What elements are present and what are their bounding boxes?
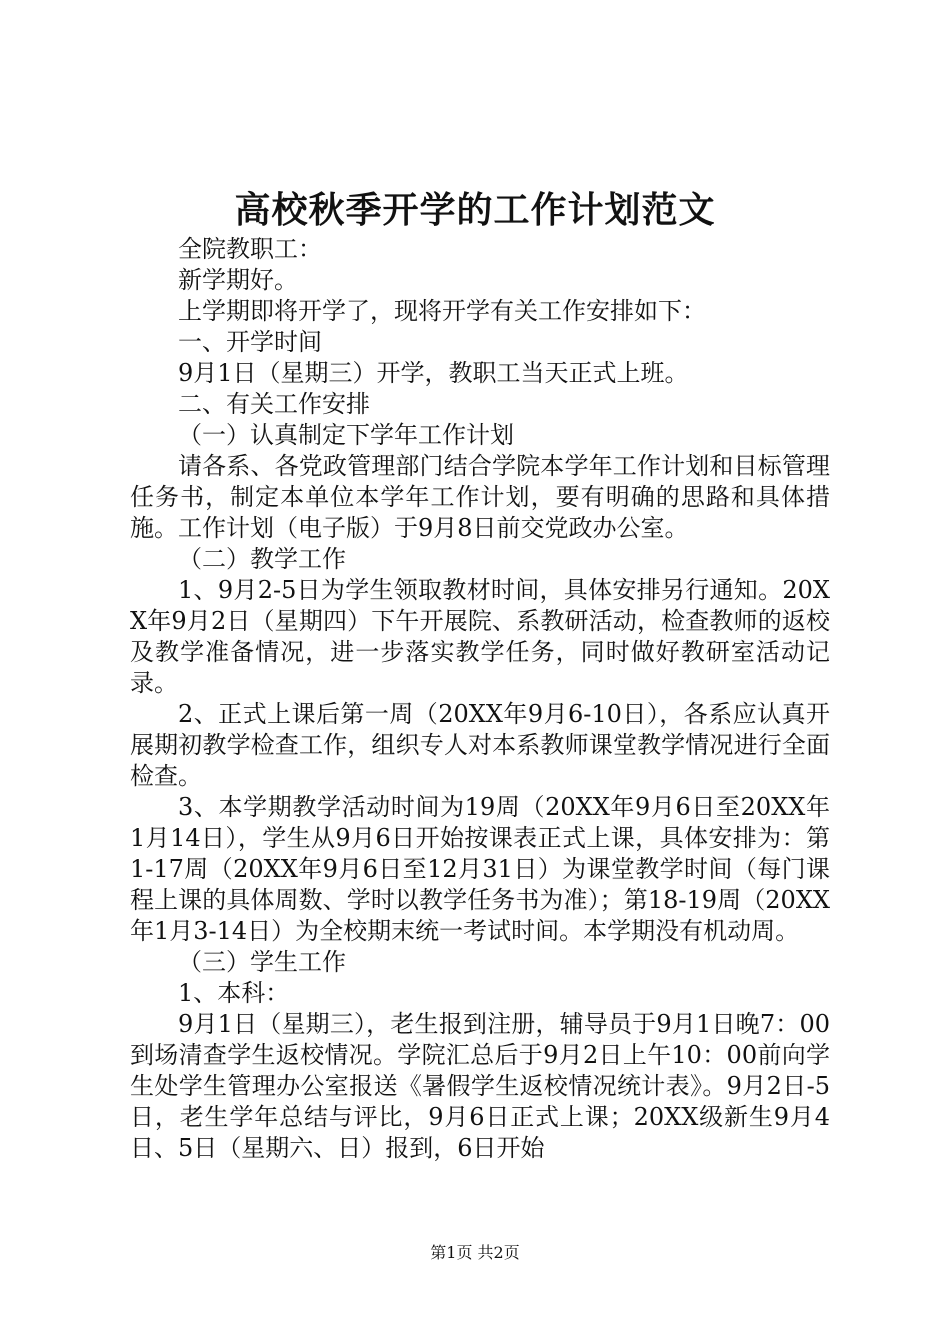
paragraph: 全院教职工：	[178, 235, 322, 263]
paragraph: 3、本学期教学活动时间为19周（20XX年9月6日至20XX年1月14日），学生从9月6日开始按课表正式上课，具体安排为：第1-17周（20XX年9月6日至12月31日）为课堂教学时间（每门课程上课的具体周数、学时以教学任务书为准）；第18-19周（20XX年1月3-14日）为全校期末统一考试时间。本学期没有机动周。	[130, 793, 830, 945]
paragraph: 9月1日（星期三），老生报到注册，辅导员于9月1日晚7：00到场清查学生返校情况。学院汇总后于9月2日上午10：00前向学生处学生管理办公室报送《暑假学生返校情况统计表》。9月2日-5日，老生学年总结与评比，9月6日正式上课；20XX级新生9月4日、5日（星期六、日）报到，6日开始	[130, 1010, 830, 1162]
document-title: 高校秋季开学的工作计划范文	[234, 189, 716, 231]
paragraph: 二、有关工作安排	[178, 390, 370, 418]
paragraph: 一、开学时间	[178, 328, 322, 356]
page-number-footer: 第1页 共2页	[430, 1243, 520, 1262]
paragraph: 1、本科：	[178, 979, 290, 1007]
document-body	[130, 210, 830, 1164]
paragraph: 上学期即将开学了，现将开学有关工作安排如下：	[178, 297, 706, 325]
paragraph: 9月1日（星期三）开学，教职工当天正式上班。	[178, 359, 689, 387]
paragraph: 1、9月2-5日为学生领取教材时间，具体安排另行通知。20XX年9月2日（星期四）下午开展院、系教研活动，检查教师的返校及教学准备情况，进一步落实教学任务，同时做好教研室活动记录。	[130, 576, 830, 697]
paragraph: （三）学生工作	[178, 948, 346, 976]
paragraph: 新学期好。	[178, 266, 298, 294]
paragraph: （二）教学工作	[178, 545, 346, 573]
paragraph: 2、正式上课后第一周（20XX年9月6-10日），各系应认真开展期初教学检查工作，组织专人对本系教师课堂教学情况进行全面检查。	[130, 700, 830, 790]
paragraph: 请各系、各党政管理部门结合学院本学年工作计划和目标管理任务书，制定本单位本学年工作计划，要有明确的思路和具体措施。工作计划（电子版）于9月8日前交党政办公室。	[130, 452, 830, 542]
paragraph: （一）认真制定下学年工作计划	[178, 421, 514, 449]
